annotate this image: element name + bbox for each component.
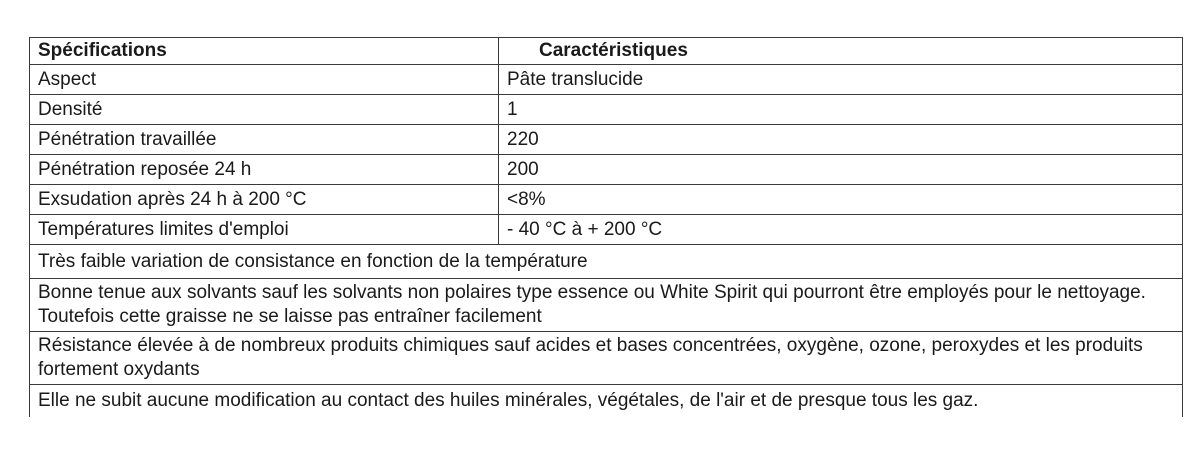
spec-value: 1 [499, 95, 1183, 125]
spec-name: Températures limites d'emploi [30, 215, 499, 245]
note-text: Très faible variation de consistance en fonction de la température [30, 245, 1183, 279]
note-text: Elle ne subit aucune modification au contact des huiles minérales, végétales, de l'air et de presque tous les gaz. [30, 385, 1183, 418]
spec-value: 200 [499, 155, 1183, 185]
note-text: Bonne tenue aux solvants sauf les solvants non polaires type essence ou White Spirit qui pourront être employés pour le nettoyage. Toutefois cette graisse ne se laisse pas entraîner facilement [30, 279, 1183, 332]
spec-value: Pâte translucide [499, 65, 1183, 95]
note-row [30, 279, 1183, 332]
table-row [30, 125, 1183, 155]
spec-name: Pénétration travaillée [30, 125, 499, 155]
note-row [30, 385, 1183, 418]
spec-name: Exsudation après 24 h à 200 °C [30, 185, 499, 215]
table-header-row [30, 38, 1183, 65]
table-row [30, 155, 1183, 185]
spec-name: Densité [30, 95, 499, 125]
spec-value: <8% [499, 185, 1183, 215]
spec-name: Pénétration reposée 24 h [30, 155, 499, 185]
spec-value: 220 [499, 125, 1183, 155]
note-row [30, 332, 1183, 385]
table-row [30, 215, 1183, 245]
table-row [30, 185, 1183, 215]
spec-value: - 40 °C à + 200 °C [499, 215, 1183, 245]
note-row [30, 245, 1183, 279]
specifications-table-container [29, 37, 1182, 417]
header-caracteristiques: Caractéristiques [499, 38, 1183, 65]
spec-name: Aspect [30, 65, 499, 95]
specifications-table [29, 37, 1183, 417]
table-row [30, 65, 1183, 95]
note-text: Résistance élevée à de nombreux produits chimiques sauf acides et bases concentrées, oxygène, ozone, peroxydes et les produits fortement oxydants [30, 332, 1183, 385]
header-specifications: Spécifications [30, 38, 499, 65]
table-row [30, 95, 1183, 125]
